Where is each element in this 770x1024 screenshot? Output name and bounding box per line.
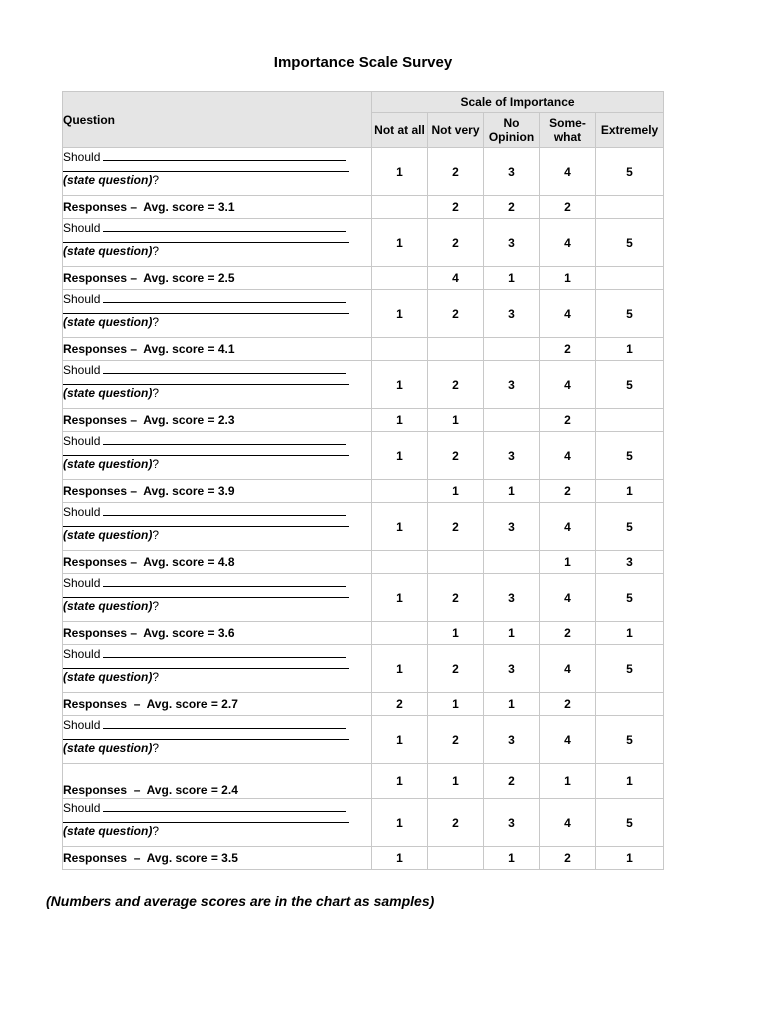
question-blank-line <box>103 801 346 812</box>
scale-value-cell: 3 <box>484 716 540 764</box>
responses-label: Responses – Avg. score = 4.8 <box>63 551 372 574</box>
scale-value-cell: 2 <box>428 148 484 196</box>
scale-value-cell: 5 <box>596 290 664 338</box>
question-row <box>63 219 664 267</box>
response-count-cell <box>484 338 540 361</box>
scale-column-label: Not at all <box>374 123 425 138</box>
question-mark: ? <box>152 386 160 400</box>
response-count-cell: 1 <box>484 267 540 290</box>
responses-row <box>63 409 664 432</box>
scale-value-cell: 4 <box>540 503 596 551</box>
scale-value-cell: 1 <box>372 219 428 267</box>
responses-label: Responses – Avg. score = 3.9 <box>63 480 372 503</box>
responses-row <box>63 338 664 361</box>
question-blank-line <box>103 363 346 374</box>
response-count-cell <box>428 338 484 361</box>
scale-value-cell: 3 <box>484 219 540 267</box>
responses-label: Responses – Avg. score = 2.3 <box>63 409 372 432</box>
response-count-cell <box>596 196 664 219</box>
question-blank-line <box>103 505 346 516</box>
question-cell <box>63 574 372 622</box>
responses-label: Responses – Avg. score = 2.7 <box>63 693 372 716</box>
response-count-cell <box>372 196 428 219</box>
response-count-cell: 2 <box>428 196 484 219</box>
question-placeholder: (state question) <box>63 599 153 613</box>
response-count-cell: 1 <box>484 847 540 870</box>
question-blank-line <box>63 165 349 172</box>
question-prefix: Should <box>63 150 101 164</box>
response-count-cell: 2 <box>540 847 596 870</box>
question-cell <box>63 432 372 480</box>
question-prefix: Should <box>63 801 101 815</box>
question-cell <box>63 219 372 267</box>
response-count-cell: 2 <box>540 338 596 361</box>
response-count-cell: 1 <box>540 551 596 574</box>
response-count-cell: 1 <box>596 622 664 645</box>
scale-column-header <box>428 113 484 148</box>
scale-value-cell: 3 <box>484 574 540 622</box>
question-mark: ? <box>152 824 160 838</box>
scale-value-cell: 2 <box>428 716 484 764</box>
response-count-cell: 1 <box>596 338 664 361</box>
scale-value-cell: 4 <box>540 219 596 267</box>
responses-label: Responses – Avg. score = 2.5 <box>63 267 372 290</box>
scale-column-label: Extremely <box>600 123 659 138</box>
question-row <box>63 432 664 480</box>
response-count-cell <box>372 480 428 503</box>
response-count-cell: 2 <box>484 764 540 799</box>
scale-value-cell: 4 <box>540 361 596 409</box>
scale-value-cell: 2 <box>428 503 484 551</box>
question-cell <box>63 361 372 409</box>
scale-value-cell: 1 <box>372 432 428 480</box>
response-count-cell: 1 <box>428 622 484 645</box>
response-count-cell: 1 <box>372 409 428 432</box>
response-count-cell: 4 <box>428 267 484 290</box>
response-count-cell <box>596 267 664 290</box>
scale-value-cell: 3 <box>484 148 540 196</box>
response-count-cell: 2 <box>484 196 540 219</box>
question-blank-line <box>103 647 346 658</box>
question-mark: ? <box>152 315 160 329</box>
responses-row <box>63 551 664 574</box>
question-placeholder: (state question) <box>63 315 153 329</box>
scale-value-cell: 3 <box>484 290 540 338</box>
scale-value-cell: 2 <box>428 219 484 267</box>
scale-value-cell: 3 <box>484 645 540 693</box>
response-count-cell <box>596 409 664 432</box>
scale-value-cell: 4 <box>540 432 596 480</box>
question-prefix: Should <box>63 292 101 306</box>
question-prefix: Should <box>63 363 101 377</box>
question-blank-line <box>63 307 349 314</box>
question-mark: ? <box>152 670 160 684</box>
response-count-cell: 1 <box>428 480 484 503</box>
scale-value-cell: 4 <box>540 716 596 764</box>
scale-value-cell: 3 <box>484 503 540 551</box>
response-count-cell: 1 <box>428 409 484 432</box>
question-blank-line <box>63 449 349 456</box>
question-row <box>63 645 664 693</box>
question-cell <box>63 716 372 764</box>
question-row <box>63 799 664 847</box>
question-cell <box>63 645 372 693</box>
scale-column-header <box>484 113 540 148</box>
scale-value-cell: 5 <box>596 799 664 847</box>
response-count-cell: 1 <box>596 480 664 503</box>
question-prefix: Should <box>63 505 101 519</box>
question-mark: ? <box>152 741 160 755</box>
question-placeholder: (state question) <box>63 244 153 258</box>
question-mark: ? <box>152 173 160 187</box>
responses-label: Responses – Avg. score = 3.1 <box>63 196 372 219</box>
scale-column-label: Some- <box>549 116 586 131</box>
question-prefix: Should <box>63 221 101 235</box>
footnote: (Numbers and average scores are in the chart as samples) <box>46 893 435 909</box>
scale-column-label: Not very <box>431 123 480 138</box>
scale-value-cell: 2 <box>428 432 484 480</box>
response-count-cell: 1 <box>540 764 596 799</box>
question-row <box>63 290 664 338</box>
question-mark: ? <box>152 528 160 542</box>
scale-value-cell: 1 <box>372 148 428 196</box>
response-count-cell <box>372 551 428 574</box>
question-row <box>63 361 664 409</box>
question-prefix: Should <box>63 718 101 732</box>
scale-value-cell: 5 <box>596 432 664 480</box>
response-count-cell: 1 <box>484 480 540 503</box>
response-count-cell: 2 <box>540 622 596 645</box>
responses-label: Responses – Avg. score = 3.5 <box>63 847 372 870</box>
responses-label: Responses – Avg. score = 3.6 <box>63 622 372 645</box>
response-count-cell: 1 <box>596 764 664 799</box>
responses-row <box>63 764 664 799</box>
question-blank-line <box>63 662 349 669</box>
scale-value-cell: 1 <box>372 645 428 693</box>
scale-value-cell: 5 <box>596 361 664 409</box>
responses-row <box>63 196 664 219</box>
question-column-header: Question <box>63 92 372 148</box>
scale-value-cell: 1 <box>372 503 428 551</box>
question-prefix: Should <box>63 647 101 661</box>
response-count-cell: 2 <box>372 693 428 716</box>
scale-value-cell: 2 <box>428 290 484 338</box>
question-blank-line <box>63 520 349 527</box>
response-count-cell <box>372 267 428 290</box>
response-count-cell: 1 <box>484 622 540 645</box>
response-count-cell <box>484 551 540 574</box>
question-cell <box>63 148 372 196</box>
response-count-cell: 2 <box>540 480 596 503</box>
scale-value-cell: 3 <box>484 432 540 480</box>
scale-value-cell: 5 <box>596 645 664 693</box>
scale-value-cell: 1 <box>372 799 428 847</box>
question-prefix: Should <box>63 434 101 448</box>
response-count-cell <box>428 847 484 870</box>
scale-value-cell: 2 <box>428 574 484 622</box>
question-cell <box>63 799 372 847</box>
scale-column-label: No <box>503 116 520 131</box>
response-count-cell: 1 <box>484 693 540 716</box>
question-mark: ? <box>152 457 160 471</box>
scale-value-cell: 4 <box>540 290 596 338</box>
response-count-cell: 1 <box>540 267 596 290</box>
response-count-cell: 1 <box>596 847 664 870</box>
question-blank-line <box>103 292 346 303</box>
scale-value-cell: 1 <box>372 574 428 622</box>
question-placeholder: (state question) <box>63 824 153 838</box>
scale-of-importance-header: Scale of Importance <box>372 92 664 113</box>
question-mark: ? <box>152 599 160 613</box>
question-cell <box>63 503 372 551</box>
response-count-cell: 2 <box>540 693 596 716</box>
question-placeholder: (state question) <box>63 741 153 755</box>
responses-row <box>63 693 664 716</box>
question-blank-line <box>63 816 349 823</box>
scale-value-cell: 3 <box>484 361 540 409</box>
question-cell <box>63 290 372 338</box>
question-blank-line <box>63 236 349 243</box>
scale-value-cell: 2 <box>428 799 484 847</box>
response-count-cell <box>596 693 664 716</box>
question-placeholder: (state question) <box>63 173 153 187</box>
scale-column-header <box>372 113 428 148</box>
response-count-cell: 1 <box>372 847 428 870</box>
scale-column-label: Opinion <box>488 130 535 145</box>
scale-value-cell: 4 <box>540 574 596 622</box>
scale-value-cell: 1 <box>372 716 428 764</box>
responses-row <box>63 622 664 645</box>
question-mark: ? <box>152 244 160 258</box>
response-count-cell: 2 <box>540 196 596 219</box>
scale-value-cell: 2 <box>428 645 484 693</box>
scale-value-cell: 3 <box>484 799 540 847</box>
response-count-cell: 2 <box>540 409 596 432</box>
response-count-cell: 3 <box>596 551 664 574</box>
response-count-cell: 1 <box>372 764 428 799</box>
scale-value-cell: 4 <box>540 148 596 196</box>
scale-value-cell: 5 <box>596 219 664 267</box>
response-count-cell <box>428 551 484 574</box>
question-placeholder: (state question) <box>63 457 153 471</box>
scale-column-label: what <box>553 130 582 145</box>
scale-value-cell: 5 <box>596 716 664 764</box>
question-row <box>63 148 664 196</box>
scale-value-cell: 5 <box>596 503 664 551</box>
survey-table <box>62 91 664 870</box>
scale-value-cell: 1 <box>372 361 428 409</box>
question-blank-line <box>103 221 346 232</box>
question-blank-line <box>103 576 346 587</box>
question-placeholder: (state question) <box>63 386 153 400</box>
question-blank-line <box>63 591 349 598</box>
page-title: Importance Scale Survey <box>273 54 453 71</box>
question-row <box>63 503 664 551</box>
scale-value-cell: 1 <box>372 290 428 338</box>
question-blank-line <box>63 733 349 740</box>
response-count-cell <box>484 409 540 432</box>
response-count-cell <box>372 338 428 361</box>
question-row <box>63 574 664 622</box>
responses-row <box>63 847 664 870</box>
responses-row <box>63 480 664 503</box>
response-count-cell: 1 <box>428 693 484 716</box>
question-placeholder: (state question) <box>63 528 153 542</box>
question-blank-line <box>103 150 346 161</box>
responses-label: Responses – Avg. score = 4.1 <box>63 338 372 361</box>
response-count-cell: 1 <box>428 764 484 799</box>
response-count-cell <box>372 622 428 645</box>
question-blank-line <box>103 718 346 729</box>
question-placeholder: (state question) <box>63 670 153 684</box>
scale-column-header <box>540 113 596 148</box>
scale-value-cell: 4 <box>540 645 596 693</box>
scale-column-header <box>596 113 664 148</box>
question-blank-line <box>63 378 349 385</box>
responses-row <box>63 267 664 290</box>
responses-label: Responses – Avg. score = 2.4 <box>63 764 372 799</box>
question-prefix: Should <box>63 576 101 590</box>
scale-value-cell: 5 <box>596 574 664 622</box>
scale-value-cell: 2 <box>428 361 484 409</box>
scale-value-cell: 4 <box>540 799 596 847</box>
question-blank-line <box>103 434 346 445</box>
question-row <box>63 716 664 764</box>
scale-value-cell: 5 <box>596 148 664 196</box>
